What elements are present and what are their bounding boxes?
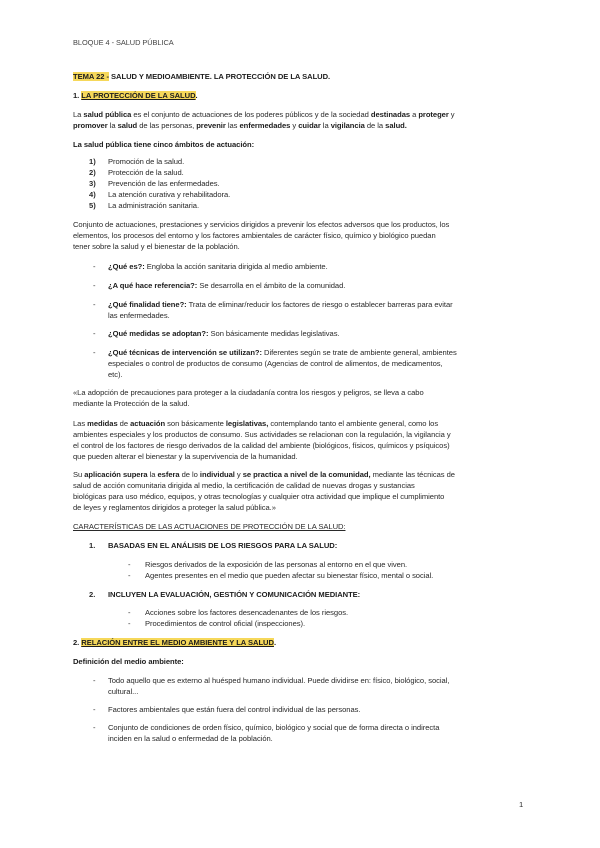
list-item-cont: inciden en la salud o enfermedad de la población. (108, 734, 273, 743)
bullet-dash: - (128, 608, 131, 617)
list-item: Agentes presentes en el medio que pueden afectar su bienestar físico, mental o social. (145, 571, 434, 580)
bullet-dash: - (128, 571, 131, 580)
caracteristica-1-number: 1. (89, 541, 96, 550)
list-item: Riesgos derivados de la exposición de las personas al entorno en el que viven. (145, 560, 408, 569)
bullet-dash: - (93, 676, 96, 685)
bullet-dash: - (93, 281, 96, 290)
section1-heading (73, 91, 528, 102)
caracteristica-1-title: BASADAS EN EL ANÁLISIS DE LOS RIESGOS PARA LA SALUD: (108, 541, 338, 550)
aplicacion-line1: Su aplicación supera la esfera de lo individual y se practica a nivel de la comunidad, mediante las técnicas de (73, 470, 455, 479)
medidas-line3: el control de los factores de riesgo derivados de la calidad del ambiente (biológicos, físicos, químicos y psíquicos) (73, 441, 450, 450)
quote-line1: «La adopción de precauciones para proteger a la ciudadanía contra los riesgos y peligros, se lleva a cabo (73, 388, 424, 397)
question-finalidad: ¿Qué finalidad tiene?: Trata de eliminar/reducir los factores de riesgo o establecer barreras para evitar (108, 300, 453, 309)
conjunto-line3: tener sobre la salud y el bienestar de la población. (73, 242, 240, 251)
medidas-line1: Las medidas de actuación son básicamente legislativas, contemplando tanto el ambiente general, como los (73, 419, 439, 428)
bullet-dash: - (93, 723, 96, 732)
tema-title (73, 72, 528, 83)
conjunto-line1: Conjunto de actuaciones, prestaciones y servicios dirigidos a prevenir los efectos adversos que los productos, los (73, 220, 450, 229)
bullet-dash: - (128, 619, 131, 628)
list-item: Todo aquello que es externo al huésped humano individual. Puede dividirse en: físico, biológico, social, (108, 676, 450, 685)
question-tecnicas-cont1: especiales o control de productos de consumo (Agencias de control de alimentos, de medicamentos, (108, 359, 443, 368)
list-item: Acciones sobre los factores desencadenantes de los riesgos. (145, 608, 349, 617)
question-tecnicas-cont2: etc). (108, 370, 123, 379)
conjunto-line2: elementos, los procesos del entorno y los factores ambientales de carácter físico, químico y biológico puedan (73, 231, 436, 240)
section1-number: 1. (73, 91, 82, 100)
medidas-line2: ambientes especiales y los productos de consumo. Sus actividades se relacionan con la regulación, la vigilancia y (73, 430, 451, 439)
tema-label: TEMA 22 - (73, 72, 109, 81)
salud-publica-definition-line1: La salud pública es el conjunto de actuaciones de los poderes públicos y de la sociedad destinadas a proteger y (73, 110, 455, 119)
bullet-dash: - (93, 262, 96, 271)
ambitos-heading: La salud pública tiene cinco ámbitos de actuación: (73, 140, 255, 149)
bullet-dash: - (93, 300, 96, 309)
section1-title: LA PROTECCIÓN DE LA SALUD (81, 91, 196, 100)
quote-line2: mediante la Protección de la salud. (73, 399, 190, 408)
question-referencia: ¿A qué hace referencia?: Se desarrolla en el ámbito de la comunidad. (108, 281, 346, 290)
running-header: BLOQUE 4 - SALUD PÚBLICA (73, 38, 174, 47)
caracteristica-2-number: 2. (89, 590, 96, 599)
bullet-dash: - (93, 329, 96, 338)
list-item: Procedimientos de control oficial (inspecciones). (145, 619, 306, 628)
tema-title-text: SALUD Y MEDIOAMBIENTE. LA PROTECCIÓN DE LA SALUD. (108, 72, 331, 81)
aplicacion-line2: salud de acción comunitaria dirigida al medio, la certificación de calidad de nuevas drogas y sustancias (73, 481, 415, 490)
salud-publica-definition-line2: promover la salud de las personas, prevenir las enfermedades y cuidar la vigilancia de la salud. (73, 121, 407, 130)
caracteristicas-heading: CARACTERÍSTICAS DE LAS ACTUACIONES DE PROTECCIÓN DE LA SALUD: (73, 522, 346, 531)
document-page: BLOQUE 4 - SALUD PÚBLICA TEMA 22 - SALUD Y MEDIOAMBIENTE. LA PROTECCIÓN DE LA SALUD. 1. LA PROTECCIÓN DE LA SALUD. La salud pública es el conjunto de actuaciones de los poderes públicos y de la sociedad destinadas a proteger y promover la salud de las personas, prevenir las enfermedades y cuidar la vigilancia de la salud. La salud pública tiene cinco ámbitos de actuación: 1) Promoción de la salud. 2) Protección de la salud. 3) Prevención de las enfermedades. 4) La atención curativa y rehabilitadora. 5) La administración sanitaria. Conjunto de actuaciones, prestaciones y servicios dirigidos a prevenir los efectos adversos que los productos, los elementos, los procesos del entorno y los factores ambientales de carácter físico, químico y biológico puedan tener sobre la salud y el bienestar de la población. - ¿Qué es?: Engloba la acción sanitaria dirigida al medio ambiente. - ¿A qué hace referencia?: Se desarrolla en el ámbito de la comunidad. - ¿Qué finalidad tiene?: Trata de eliminar/reducir los factores de riesgo o establecer barreras para evitar las enfermedades. - ¿Qué medidas se adoptan?: Son básicamente medidas legislativas. - ¿Qué técnicas de intervención se utilizan?: Diferentes según se trate de ambiente general, ambientes especiales o control de productos de consumo (Agencias de control de alimentos, de medicamentos, etc). «La adopción de precauciones para proteger a la ciudadanía contra los riesgos y peligros, se lleva a cabo mediante la Protección de la salud. Las medidas de actuación son básicamente legislativas, contemplando tanto el ambiente general, como los ambientes especiales y los productos de consumo. Sus actividades se relacionan con la regulación, la vigilancia y el control de los factores de riesgo derivados de la calidad del ambiente (biológicos, físicos, químicos y psíquicos) que pueden alterar el bienestar y la supervivencia de la humanidad. Su aplicación supera la esfera de lo individual y se practica a nivel de la comunidad, mediante las técnicas de salud de acción comunitaria dirigida al medio, la certificación de calidad de nuevas drogas y sustancias biológicas para uso médico, equipos, y otras tecnologías y cualquier otra actividad que implique el cumplimiento de leyes y reglamentos dirigidos a proteger la salud pública.» CARACTERÍSTICAS DE LAS ACTUACIONES DE PROTECCIÓN DE LA SALUD: 1. BASADAS EN EL ANÁLISIS DE LOS RIESGOS PARA LA SALUD: - Riesgos derivados de la exposición de las personas al entorno en el que viven. - Agentes presentes en el medio que pueden afectar su bienestar físico, mental o social. 2. INCLUYEN LA EVALUACIÓN, GESTIÓN Y COMUNICACIÓN MEDIANTE: - Acciones sobre los factores desencadenantes de los riesgos. - Procedimientos de control oficial (inspecciones). 2. RELACIÓN ENTRE EL MEDIO AMBIENTE Y LA SALUD. Definición del medio ambiente: - Todo aquello que es externo al huésped humano individual. Puede dividirse en: físico, biológico, social, cultural... - Factores ambientales que están fuera del control individual de las personas. - Conjunto de condiciones de orden físico, químico, biológico y social que de forma directa o indirecta inciden en la salud o enfermedad de la población. 1 (0, 0, 600, 848)
section2-heading (73, 638, 528, 649)
aplicacion-line3: biológicas para uso médico, equipos, y otras tecnologías y cualquier otra actividad que implique el cumplimiento (73, 492, 445, 501)
page-number: 1 (519, 800, 524, 809)
section1-period: . (195, 91, 198, 100)
medidas-line4: que pueden alterar el bienestar y la supervivencia de la humanidad. (73, 452, 298, 461)
bullet-dash: - (93, 348, 96, 357)
question-finalidad-cont: las enfermedades. (108, 311, 170, 320)
aplicacion-line4: de leyes y reglamentos dirigidos a proteger la salud pública.» (73, 503, 276, 512)
question-medidas: ¿Qué medidas se adoptan?: Son básicamente medidas legislativas. (108, 329, 340, 338)
question-tecnicas: ¿Qué técnicas de intervención se utilizan?: Diferentes según se trate de ambiente general, ambientes (108, 348, 457, 357)
list-item: Factores ambientales que están fuera del control individual de las personas. (108, 705, 361, 714)
list-item: Conjunto de condiciones de orden físico, químico, biológico y social que de forma directa o indirecta (108, 723, 440, 732)
caracteristica-2-title: INCLUYEN LA EVALUACIÓN, GESTIÓN Y COMUNICACIÓN MEDIANTE: (108, 590, 361, 599)
section2-period: . (273, 638, 276, 647)
bullet-dash: - (128, 560, 131, 569)
section2-title: RELACIÓN ENTRE EL MEDIO AMBIENTE Y LA SALUD (81, 638, 274, 647)
question-que-es: ¿Qué es?: Engloba la acción sanitaria dirigida al medio ambiente. (108, 262, 328, 271)
section2-number: 2. (73, 638, 82, 647)
definition-heading: Definición del medio ambiente: (73, 657, 184, 666)
list-item-cont: cultural... (108, 687, 139, 696)
bullet-dash: - (93, 705, 96, 714)
